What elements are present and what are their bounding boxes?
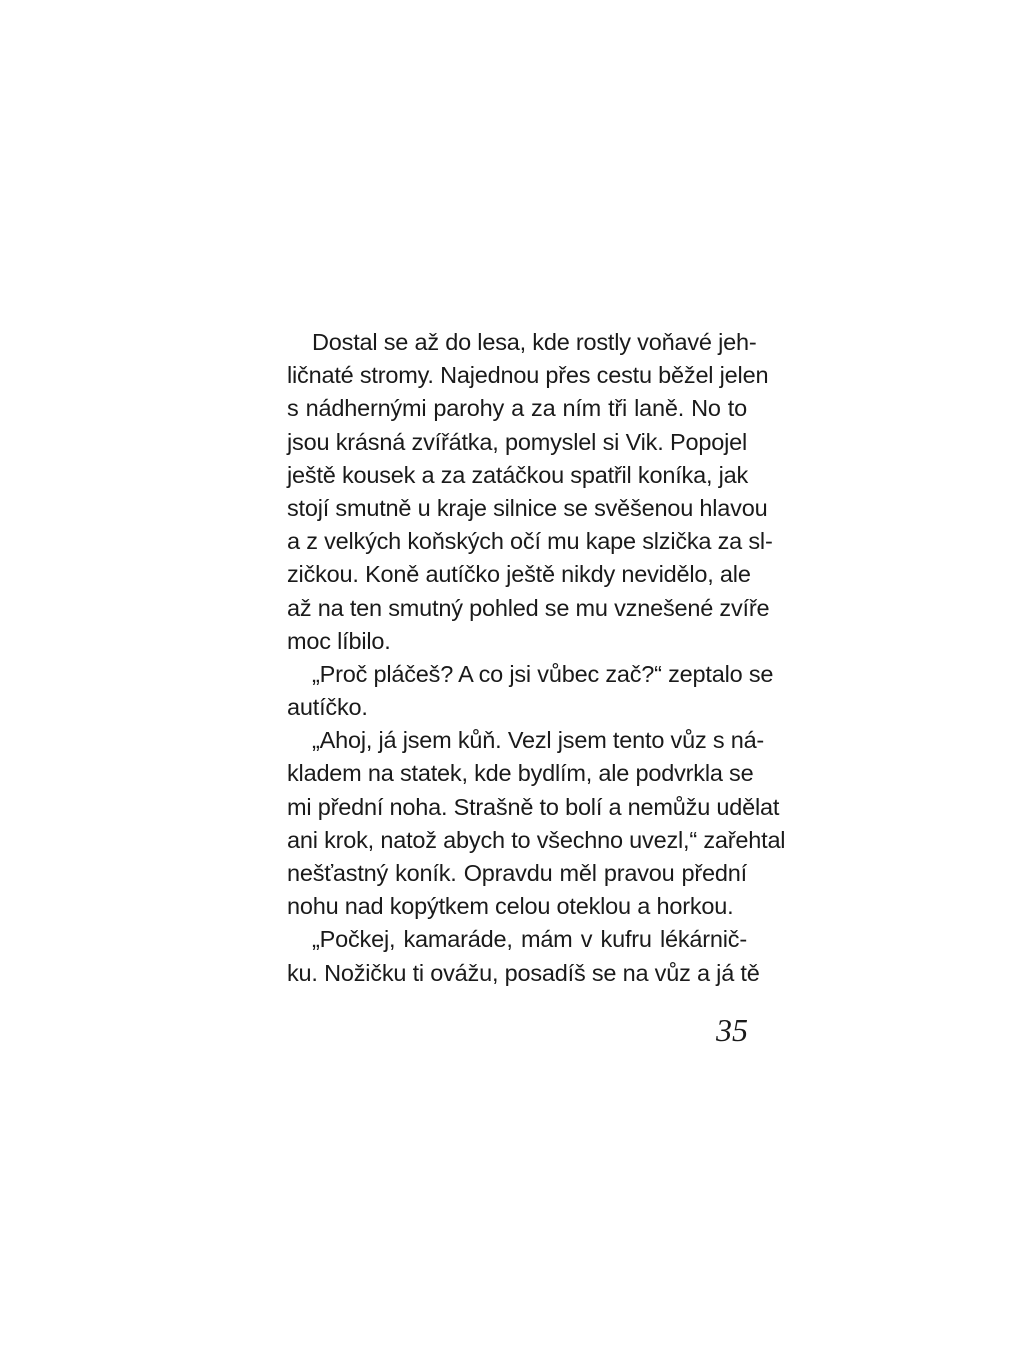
text-line: kladem na statek, kde bydlím, ale podvrkla se [287,760,754,787]
text-line: moc líbilo. [287,627,391,654]
text-line: ještě kousek a za zatáčkou spatřil koníka, jak [287,461,749,488]
text-line: s nádhernými parohy a za ním tři laně. No to [287,395,747,422]
text-line: a z velkých koňských očí mu kape slzička za sl- [287,528,773,555]
text-line: nešťastný koník. Opravdu měl pravou přední [287,860,747,886]
text-line: ku. Nožičku ti ovážu, posadíš se na vůz a já tě [287,959,760,986]
text-line: „Proč pláčeš? A co jsi vůbec zač?“ zeptalo se [312,660,774,687]
page-number: 35 [716,1012,748,1048]
text-line: „Počkej, kamaráde, mám v kufru lékárnič- [312,926,747,953]
text-line: stojí smutně u kraje silnice se svěšenou hlavou [287,494,768,521]
text-line: „Ahoj, já jsem kůň. Vezl jsem tento vůz s ná- [312,727,765,754]
text-line: nohu nad kopýtkem celou oteklou a horkou. [287,893,734,920]
text-line: až na ten smutný pohled se mu vznešené zvíře [287,594,770,621]
text-line: Dostal se až do lesa, kde rostly voňavé jeh- [312,329,757,355]
body-text [287,326,786,990]
text-line: ličnaté stromy. Najednou přes cestu běžel jelen [287,362,769,389]
text-line: jsou krásná zvířátka, pomyslel si Vik. Popojel [287,428,747,455]
text-line: zičkou. Koně autíčko ještě nikdy nevidělo, ale [287,561,751,588]
text-line: ani krok, natož abych to všechno uvezl,“ zařehtal [287,826,786,853]
text-line: autíčko. [287,694,368,721]
text-line: mi přední noha. Strašně to bolí a nemůžu udělat [287,793,780,820]
